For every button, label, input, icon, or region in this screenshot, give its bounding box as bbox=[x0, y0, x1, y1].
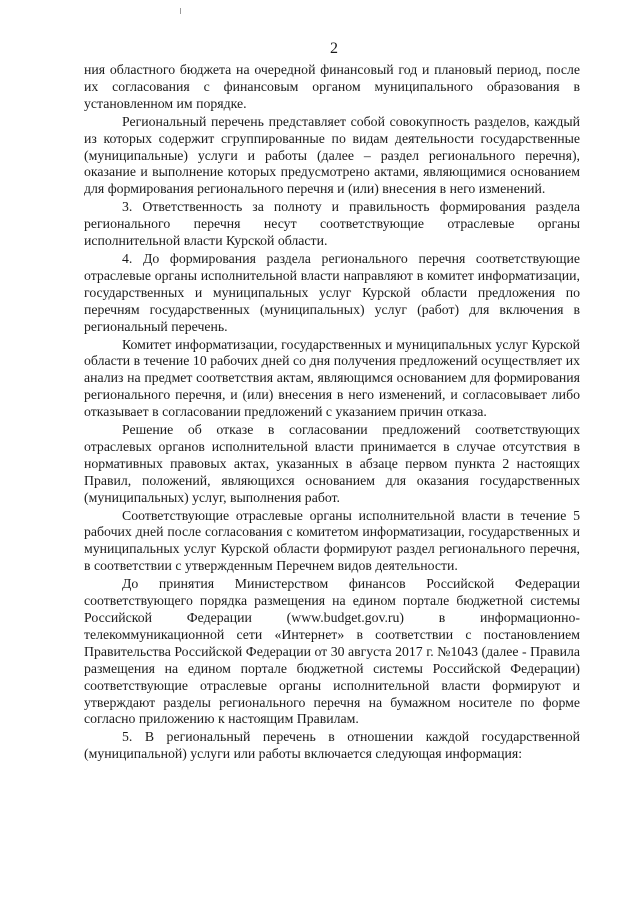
paragraph-refusal-decision: Решение об отказе в согласовании предложений соответствующих отраслевых органов исполнительной власти принимается в случае отсутствия в нормативных правовых актах, указанных в абзаце первом пункта 2 настоящих Правил, положений, являющихся основанием для оказания государственных (муниципальных) услуг, выполнения работ. bbox=[84, 422, 580, 505]
paragraph-item-3: 3. Ответственность за полноту и правильность формирования раздела регионального перечня несут соответствующие отраслевые органы исполнительной власти Курской области. bbox=[84, 199, 580, 249]
paragraph-section-formation: Соответствующие отраслевые органы исполнительной власти в течение 5 рабочих дней после согласования с комитетом информатизации, государственных и муниципальных услуг Курской области формируют раздел регионального перечня, в соответствии с утвержденным Перечнем видов деятельности. bbox=[84, 507, 580, 574]
document-page bbox=[84, 12, 580, 764]
paragraph-item-4: 4. До формирования раздела регионального перечня соответствующие отраслевые органы исполнительной власти направляют в комитет информатизации, государственных и муниципальных услуг Курской области предложения по перечням государственных (муниципальных) услуг (работ) для включения в региональный перечень. bbox=[84, 250, 580, 334]
paragraph-continuation: ния областного бюджета на очередной финансовый год и плановый период, после их согласования с финансовым органом муниципального образования в установленном им порядке. bbox=[84, 62, 580, 111]
paragraph-committee-review: Комитет информатизации, государственных и муниципальных услуг Курской области в течение 10 рабочих дней со дня получения предложений осуществляет их анализ на предмет соответствия актам, являющимся основанием для формирования регионального перечня, и (или) внесения в него изменений, и согласовывает либо отказывает в согласовании предложений с указанием причин отказа. bbox=[84, 336, 580, 420]
page-number: 2 bbox=[330, 40, 338, 57]
paragraph-item-5: 5. В региональный перечень в отношении каждой государственной (муниципальной) услуги или работы включается следующая информация: bbox=[84, 729, 580, 762]
paragraph-portal-placement: До принятия Министерством финансов Российской Федерации соответствующего порядка размещения на едином портале бюджетной системы Российской Федерации (www.budget.gov.ru) в информационно-телекоммуникационной сети «Интернет» в соответствии с постановлением Правительства Российской Федерации от 30 августа 2017 г. №1043 (далее - Правила размещения на едином портале бюджетной системы Российской Федерации) соответствующие отраслевые органы исполнительной власти формируют и утверждают разделы регионального перечня на бумажном носителе по форме согласно приложению к настоящим Правилам. bbox=[84, 576, 580, 727]
paragraph-regional-list-definition: Региональный перечень представляет собой совокупность разделов, каждый из которых содержит сгруппированные по видам деятельности государственные (муниципальные) услуги и работы (далее – раздел регионального перечня), оказание и выполнение которых предусмотрено актами, являющимися основанием для формирования регионального перечня и (или) внесения в него изменений. bbox=[84, 113, 580, 197]
